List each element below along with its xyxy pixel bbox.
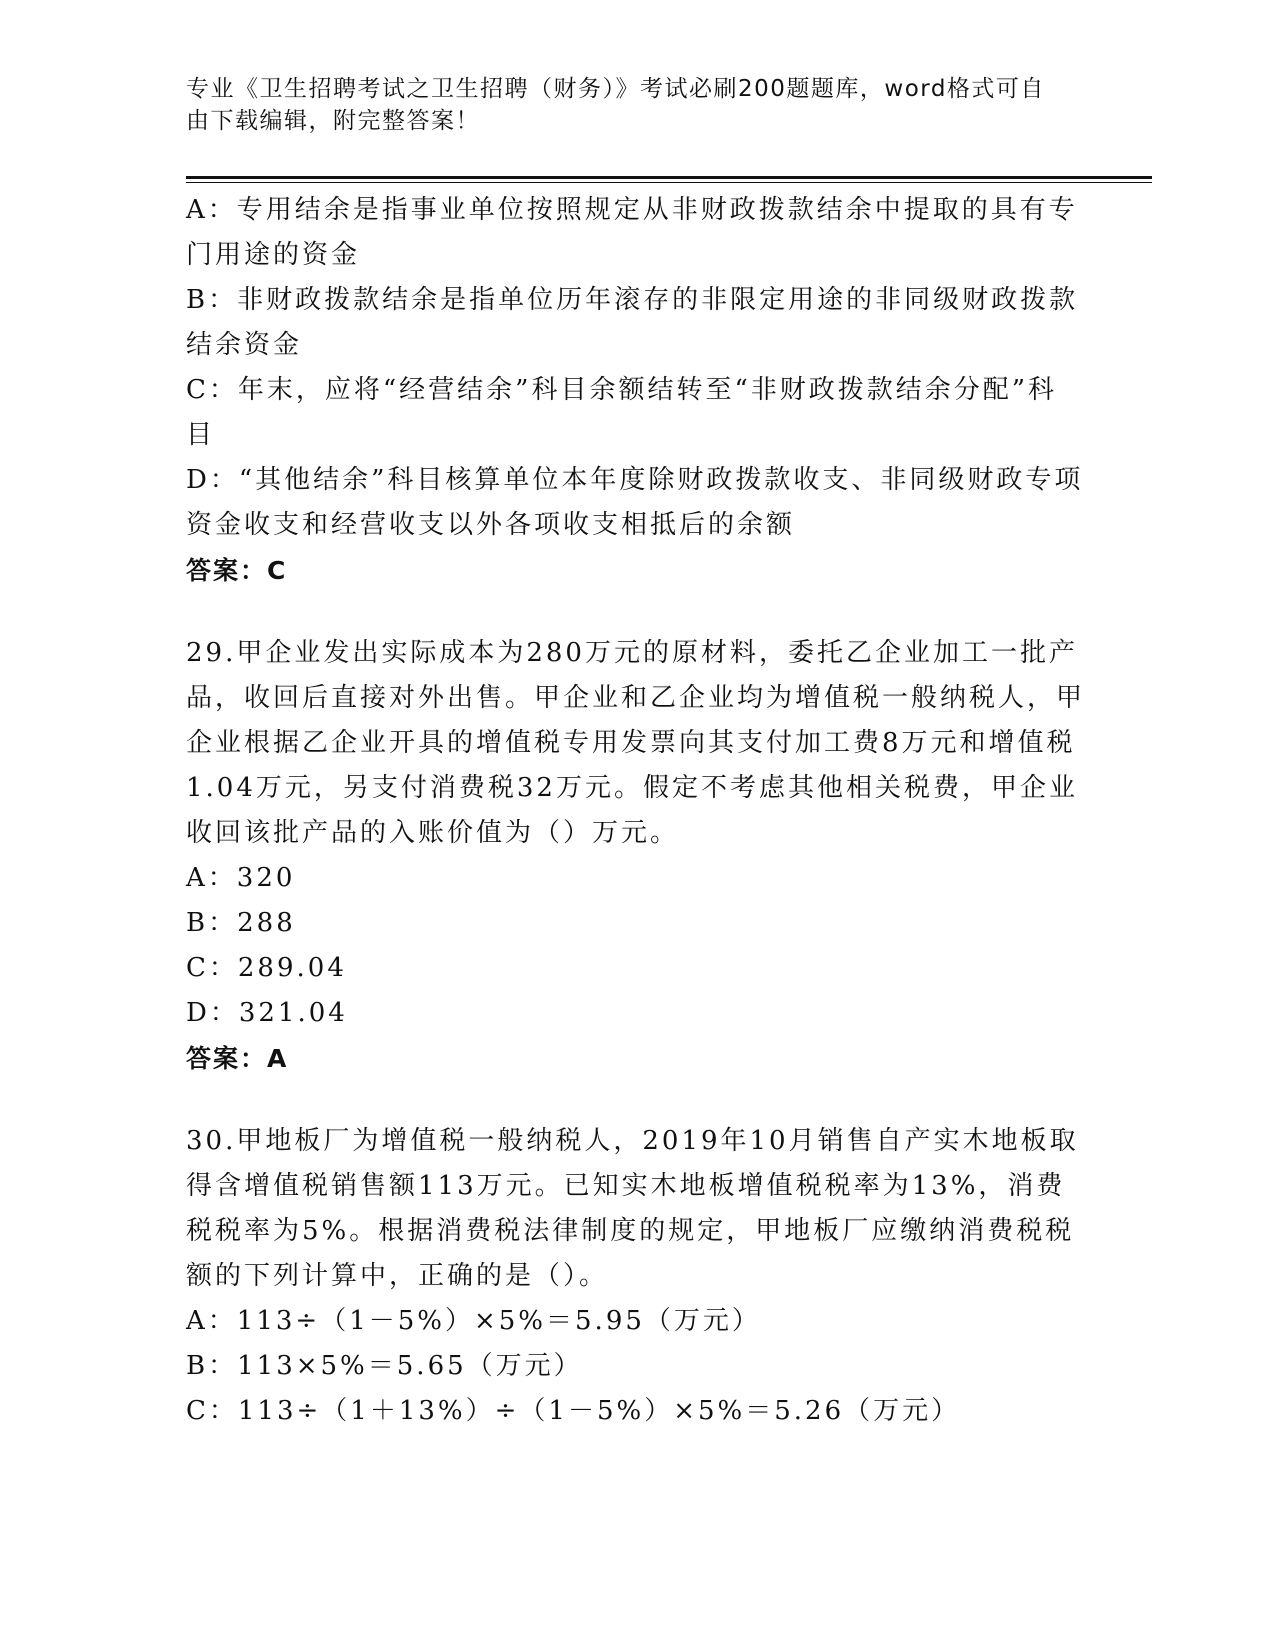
- q29-stem: 29.甲企业发出实际成本为280万元的原材料，委托乙企业加工一批产品，收回后直接对外出售。甲企业和乙企业均为增值税一般纳税人，甲企业根据乙企业开具的增值税专用发票向其支付加工费8万元和增值税1.04万元，另支付消费税32万元。假定不考虑其他相关税费，甲企业收回该批产品的入账价值为（）万元。: [186, 638, 1086, 848]
- q30-option-a: A：113÷（1－5%）×5%＝5.95（万元）: [186, 1306, 761, 1336]
- q28-option-b: B：非财政拨款结余是指单位历年滚存的非限定用途的非同级财政拨款结余资金: [186, 285, 1079, 360]
- q30-option-c: C：113÷（1＋13%）÷（1－5%）×5%＝5.26（万元）: [186, 1396, 961, 1426]
- page-header: [186, 73, 1086, 137]
- q29-option-b: B：288: [186, 908, 296, 938]
- q28-answer: 答案：C: [186, 556, 288, 585]
- q29-option-c: C：289.04: [186, 953, 347, 983]
- header-title-line-1: 专业《卫生招聘考试之卫生招聘（财务）》考试必刷200题题库，word格式可自: [186, 76, 1045, 102]
- header-divider-thick: [186, 176, 1152, 179]
- spacer: [186, 1081, 1086, 1119]
- q30-stem: 30.甲地板厂为增值税一般纳税人，2019年10月销售自产实木地板取得含增值税销售额113万元。已知实木地板增值税税率为13%，消费税税率为5%。根据消费税法律制度的规定，甲地板厂应缴纳消费税税额的下列计算中，正确的是（）。: [186, 1126, 1079, 1291]
- question-29-block: [186, 631, 1086, 1081]
- header-title-line-2: 由下载编辑，附完整答案！: [186, 108, 480, 134]
- q28-option-a: A：专用结余是指事业单位按照规定从非财政拨款结余中提取的具有专门用途的资金: [186, 195, 1078, 270]
- q29-answer: 答案：A: [186, 1044, 289, 1073]
- header-divider-thin: [186, 182, 1152, 183]
- q28-option-c: C：年末，应将“经营结余”科目余额结转至“非财政拨款结余分配”科目: [186, 375, 1058, 450]
- q29-option-d: D：321.04: [186, 998, 348, 1028]
- q30-option-b: B：113×5%＝5.65（万元）: [186, 1351, 583, 1381]
- question-content: [186, 188, 1086, 1434]
- q29-option-a: A：320: [186, 863, 296, 893]
- question-28-block: [186, 188, 1086, 593]
- spacer: [186, 593, 1086, 631]
- question-30-block: [186, 1119, 1086, 1434]
- q28-option-d: D：“其他结余”科目核算单位本年度除财政拨款收支、非同级财政专项资金收支和经营收支以外各项收支相抵后的余额: [186, 465, 1084, 540]
